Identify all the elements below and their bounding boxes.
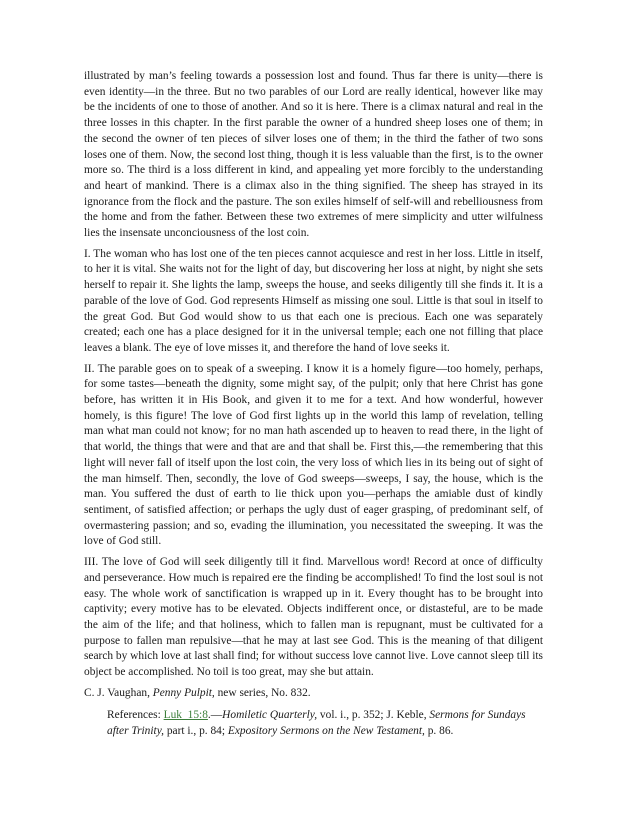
attribution-author: C. J. Vaughan,	[84, 686, 153, 699]
references-text-2: vol. i., p. 352; J. Keble,	[317, 709, 430, 722]
references-prefix: References:	[107, 709, 164, 722]
references-work-3: Expository Sermons on the New Testament,	[227, 725, 425, 738]
references-work-2: Sermons for Sundays after Trinity,	[107, 709, 526, 738]
references-text-4: p. 86.	[424, 725, 454, 738]
scripture-link[interactable]: Luk_15:8	[163, 709, 208, 722]
body-paragraph-point-one: I. The woman who has lost one of the ten pieces cannot acquiesce and rest in her loss. Little in itself, to her it is vital. She waits not for the light of day, but discovering her loss at night, by night she sets herself to repair it. She lights the lamp, sweeps the house, and seeks diligently till she finds it. It is a parable of the love of God. God represents Himself as missing one soul. Little is that soul in itself to the great God. But God would show to us that each one is precious. Each one was separately created; each one has a place designed for it in the universal temple; each one not filling that place leaves a blank. The eye of love misses it, and therefore the hand of love seeks it.	[84, 247, 543, 354]
body-paragraph-continuation: illustrated by man’s feeling towards a possession lost and found. Thus far there is unity—there is even identity—in the three. But no two parables of our Lord are really identical, however like may be the incidents of one to those of another. And so it is here. There is a climax natural and real in the three losses in this chapter. In the first parable the owner of a hundred sheep loses one of them; in the second the owner of ten pieces of silver loses one of them; in the third the father of two sons loses one of them. Now, the second lost thing, though it is less valuable than the first, is to the owner more so. The third is a loss different in kind, and appealing yet more forcibly to the understanding and heart of mankind. There is a climax also in the thing signified. The sheep has strayed in its ignorance from the flock and the pasture. The son exiles himself of self-will and rebelliousness from the home and from the father. Between these two extremes of mere simplicity and utter wilfulness lies the insensate unconciousness of the lost coin.	[84, 70, 543, 240]
attribution-work: Penny Pulpit,	[152, 686, 215, 699]
references-text-3: part i., p. 84;	[163, 725, 228, 738]
body-paragraph-point-two: II. The parable goes on to speak of a sweeping. I know it is a homely figure—too homely, perhaps, for some tastes—beneath the dignity, some might say, of the pulpit; only that here Christ has gone before, has written it in His Book, and given it to me for a text. And how wonderful, however homely, is this figure! The love of God first lights up in the world this lamp of revelation, telling man what man could not know; for no man hath ascended up to heaven to read there, in the light of that world, the things that were and that are and that shall be. First this,—the remembering that this light will never fall of itself upon the lost coin, the very loss of which lies in its being out of sight of the man himself. Then, secondly, the love of God sweeps—sweeps, I say, the house, which is the man. You suffered the dust of earth to lie thick upon you—perhaps the amiable dust of kindly sentiment, of satisfied affection; or perhaps the ugly dust of eager grasping, of predominant self, of overmastering passion; and so, evading the illumination, you necessitated the sweeping. It was the love of God still.	[84, 362, 543, 548]
references-block	[107, 708, 543, 739]
attribution-line	[84, 686, 543, 702]
references-text-1: .—	[207, 709, 223, 722]
body-paragraph-point-three: III. The love of God will seek diligently till it find. Marvellous word! Record at once of difficulty and perseverance. How much is repaired ere the finding be accomplished! To find the lost soul is not easy. The whole work of sanctification is wrapped up in it. Every thought has to be brought into captivity; every motive has to be elevated. Objects indifferent once, or distasteful, are to be made the aim of the life; and that holiness, which to fallen man is repugnant, must be cultivated for a purpose to fallen man repulsive—that he may at last see God. This is the meaning of that diligent search by which love at last shall find; for without success love cannot live. Love cannot sleep till its object be accomplished. No toil is too great, may she but attain.	[84, 556, 543, 679]
references-work-1: Homiletic Quarterly,	[222, 709, 318, 722]
document-page	[84, 69, 543, 740]
attribution-rest: new series, No. 832.	[214, 686, 311, 699]
